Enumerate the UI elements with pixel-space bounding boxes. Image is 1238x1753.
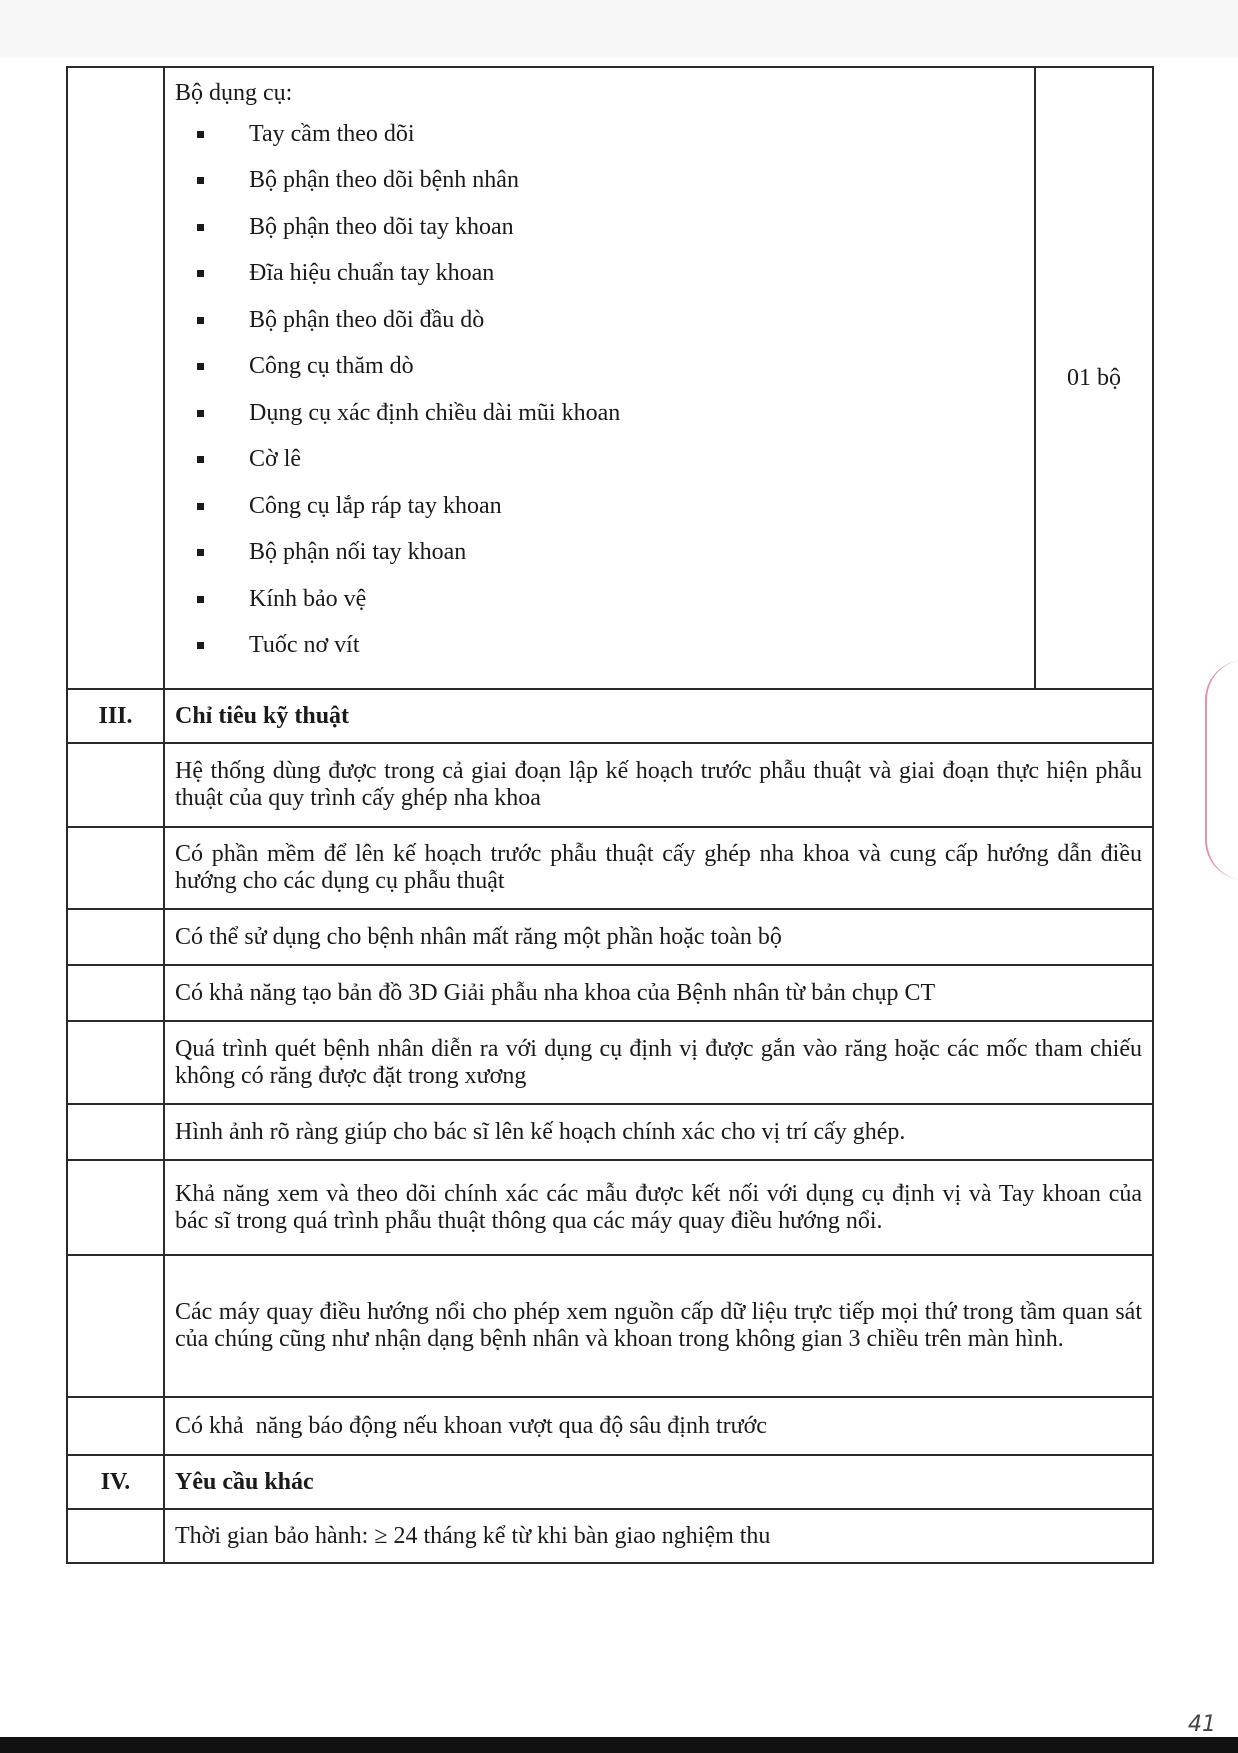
table-row	[67, 1160, 1153, 1255]
section4-title: Yêu cầu khác	[164, 1455, 1153, 1509]
square-bullet-icon	[197, 456, 204, 463]
spec-text: Có khả năng báo động nếu khoan vượt qua độ sâu định trước	[164, 1397, 1153, 1455]
table-row	[67, 1021, 1153, 1104]
list-item: Đĩa hiệu chuẩn tay khoan	[197, 251, 1024, 298]
list-item: Tuốc nơ vít	[197, 623, 1024, 670]
square-bullet-icon	[197, 363, 204, 370]
spec-table	[66, 66, 1154, 1564]
spec-text: Hình ảnh rõ ràng giúp cho bác sĩ lên kế hoạch chính xác cho vị trí cấy ghép.	[164, 1104, 1153, 1160]
list-item: Công cụ thăm dò	[197, 344, 1024, 391]
spec-text: Có phần mềm để lên kế hoạch trước phẫu thuật cấy ghép nha khoa và cung cấp hướng dẫn điều hướng cho các dụng cụ phẫu thuật	[164, 827, 1153, 909]
page-number: 41	[1188, 1712, 1216, 1737]
section4-number: IV.	[67, 1455, 164, 1509]
kit-row	[67, 67, 1153, 689]
square-bullet-icon	[197, 224, 204, 231]
section3-number: III.	[67, 689, 164, 743]
list-item: Bộ phận theo dõi bệnh nhân	[197, 158, 1024, 205]
list-item: Tay cầm theo dõi	[197, 111, 1024, 158]
spec-text: Có khả năng tạo bản đồ 3D Giải phẫu nha khoa của Bệnh nhân từ bản chụp CT	[164, 965, 1153, 1021]
kit-list	[175, 111, 1024, 677]
spec-text: Hệ thống dùng được trong cả giai đoạn lập kế hoạch trước phẫu thuật và giai đoạn thực hiện phẫu thuật của quy trình cấy ghép nha khoa	[164, 743, 1153, 827]
square-bullet-icon	[197, 596, 204, 603]
table-row	[67, 1255, 1153, 1397]
table-row	[67, 1104, 1153, 1160]
scan-bottom-edge	[0, 1737, 1238, 1753]
kit-row-number-cell	[67, 67, 164, 689]
square-bullet-icon	[197, 410, 204, 417]
list-item: Dụng cụ xác định chiều dài mũi khoan	[197, 390, 1024, 437]
list-item: Bộ phận theo dõi tay khoan	[197, 204, 1024, 251]
spec-text: Quá trình quét bệnh nhân diễn ra với dụng cụ định vị được gắn vào răng hoặc các mốc tham chiếu không có răng được đặt trong xương	[164, 1021, 1153, 1104]
kit-quantity: 01 bộ	[1035, 67, 1153, 689]
spec-text: Các máy quay điều hướng nổi cho phép xem nguồn cấp dữ liệu trực tiếp mọi thứ trong tầm quan sát của chúng cũng như nhận dạng bệnh nhân và khoan trong không gian 3 chiều trên màn hình.	[164, 1255, 1153, 1397]
list-item: Kính bảo vệ	[197, 576, 1024, 623]
square-bullet-icon	[197, 503, 204, 510]
section4-header-row	[67, 1455, 1153, 1509]
kit-title: Bộ dụng cụ:	[175, 80, 293, 106]
square-bullet-icon	[197, 177, 204, 184]
table-row	[67, 1397, 1153, 1455]
table-row	[67, 827, 1153, 909]
square-bullet-icon	[197, 270, 204, 277]
table-row	[67, 965, 1153, 1021]
list-item: Cờ lê	[197, 437, 1024, 484]
section3-title: Chỉ tiêu kỹ thuật	[164, 689, 1153, 743]
table-row	[67, 743, 1153, 827]
square-bullet-icon	[197, 131, 204, 138]
spec-text: Có thể sử dụng cho bệnh nhân mất răng một phần hoặc toàn bộ	[164, 909, 1153, 965]
table-row	[67, 1509, 1153, 1563]
square-bullet-icon	[197, 317, 204, 324]
square-bullet-icon	[197, 549, 204, 556]
spec-text: Thời gian bảo hành: ≥ 24 tháng kể từ khi bàn giao nghiệm thu	[164, 1509, 1153, 1563]
list-item: Công cụ lắp ráp tay khoan	[197, 483, 1024, 530]
section3-header-row	[67, 689, 1153, 743]
table-row	[67, 909, 1153, 965]
list-item: Bộ phận theo dõi đầu dò	[197, 297, 1024, 344]
list-item: Bộ phận nối tay khoan	[197, 530, 1024, 577]
kit-list-cell	[164, 67, 1035, 689]
spec-text: Khả năng xem và theo dõi chính xác các mẫu được kết nối với dụng cụ định vị và Tay khoan của bác sĩ trong quá trình phẫu thuật thông qua các máy quay điều hướng nổi.	[164, 1160, 1153, 1255]
square-bullet-icon	[197, 642, 204, 649]
scan-top-margin	[0, 0, 1238, 58]
stamp-mark	[1205, 660, 1238, 880]
